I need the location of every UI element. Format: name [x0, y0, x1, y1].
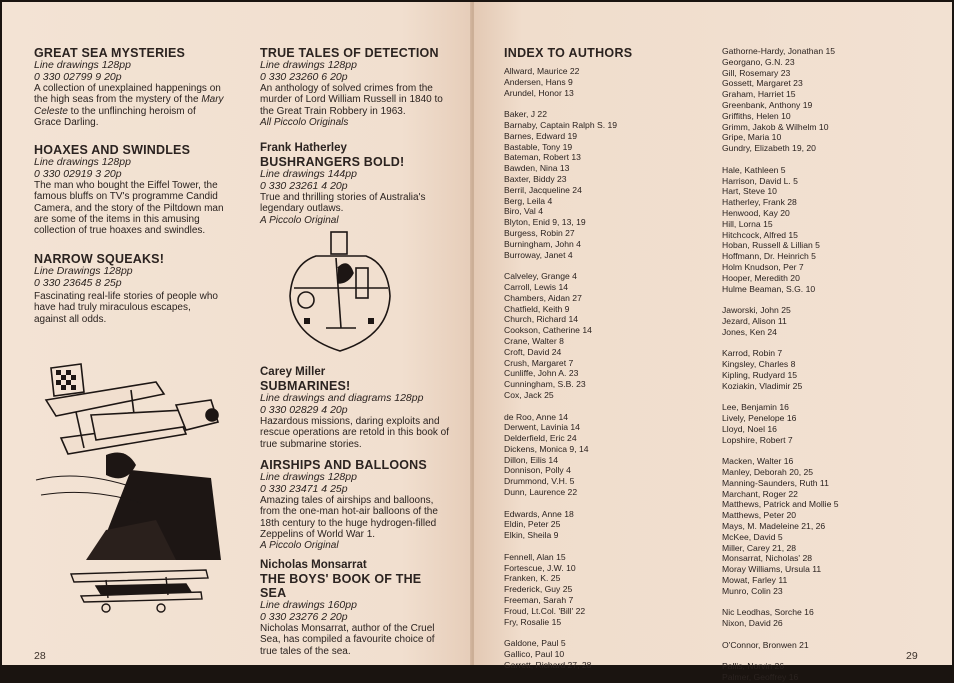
index-entry: Gathorne-Hardy, Jonathan 15 — [722, 46, 836, 56]
index-entry: Marchant, Roger 22 — [722, 488, 798, 499]
index-entry: Gripe, Maria 10 — [722, 132, 782, 143]
index-entry: Barnaby, Captain Ralph S. 19 — [504, 119, 618, 130]
index-entry: Manley, Deborah 20, 25 — [722, 467, 814, 478]
index-entry: Macken, Walter 16 — [722, 456, 794, 467]
index-entry: Cox, Jack 25 — [504, 389, 554, 400]
book-title: GREAT SEA MYSTERIES — [34, 46, 186, 60]
index-entry: Nic Leodhas, Sorche 16 — [722, 607, 814, 618]
book-author: Frank Hatherley — [260, 142, 347, 154]
index-title: INDEX TO AUTHORS — [504, 46, 633, 60]
book-format: Line drawings 128pp — [34, 156, 131, 168]
index-spacer — [504, 401, 714, 412]
index-entry: Gill, Rosemary 23 — [722, 67, 791, 78]
index-entry: Munro, Colin 23 — [722, 585, 783, 596]
book-title: SUBMARINES! — [260, 379, 351, 393]
book-title: HOAXES AND SWINDLES — [34, 143, 191, 157]
index-spacer — [504, 498, 714, 509]
index-spacer — [504, 98, 714, 109]
index-entry: Hulme Beaman, S.G. 10 — [722, 283, 816, 294]
index-entry: Nixon, David 26 — [722, 618, 783, 629]
index-entry: Miller, Carey 21, 28 — [722, 542, 797, 553]
book-isbn-price: 0 330 23260 6 20p — [260, 70, 348, 83]
index-entry: Hitchcock, Alfred 15 — [722, 229, 798, 240]
index-entry: Mays, M. Madeleine 21, 26 — [722, 521, 826, 532]
index-spacer — [504, 627, 714, 638]
book-author: Carey Miller — [260, 366, 326, 378]
book-title: TRUE TALES OF DETECTION — [260, 46, 439, 60]
index-entry: Hart, Steve 10 — [722, 186, 777, 197]
book-author: Nicholas Monsarrat — [260, 559, 367, 571]
index-entry: Cunningham, S.B. 23 — [504, 379, 586, 390]
index-entry: Harrison, David L. 5 — [722, 175, 798, 186]
index-spacer — [722, 338, 944, 349]
book-description: An anthology of solved crimes from the murder of Lord William Russell in 1840 to the Great Train Robbery in 1963. — [260, 83, 443, 117]
index-entry: Cunliffe, John A. 23 — [504, 368, 579, 379]
book-entry — [34, 252, 224, 325]
book-entry — [34, 143, 224, 236]
index-entry: Fortescue, J.W. 10 — [504, 562, 576, 573]
index-spacer — [722, 597, 944, 608]
book-title: NARROW SQUEAKS! — [34, 252, 165, 266]
index-entry: de Roo, Anne 14 — [504, 411, 569, 422]
book-format: Line drawings 128pp — [260, 59, 357, 71]
index-entry: Andersen, Hans 9 — [504, 76, 573, 87]
index-entry: O'Connor, Bronwen 21 — [722, 639, 809, 650]
index-spacer — [722, 629, 944, 640]
index-entry: Burroway, Janet 4 — [504, 249, 573, 260]
index-entry: Elkin, Sheila 9 — [504, 530, 559, 541]
index-entry: Delderfield, Eric 24 — [504, 433, 577, 444]
index-entry: Georgano, G.N. 23 — [722, 56, 795, 67]
book-description: Amazing tales of airships and balloons, from the one-man hot-air balloons of the 18th century to the huge hydrogen-filled Zeppelins of World War 1. — [260, 495, 438, 540]
biplane-illustration — [36, 360, 226, 560]
book-format: Line drawings and diagrams 128pp — [260, 392, 424, 404]
index-entry: Frederick, Guy 25 — [504, 584, 573, 595]
book-entry — [260, 142, 450, 226]
index-entry: Hatherley, Frank 28 — [722, 197, 797, 208]
page-number-left: 28 — [34, 650, 46, 662]
right-page — [474, 2, 952, 683]
book-isbn-price: 0 330 23645 8 25p — [34, 276, 122, 289]
book-isbn-price: 0 330 23276 2 20p — [260, 610, 348, 623]
index-entry: Froud, Lt.Col. 'Bill' 22 — [504, 605, 586, 616]
index-entry: Crush, Margaret 7 — [504, 357, 574, 368]
index-entry: Jaworski, John 25 — [722, 305, 791, 316]
index-entry: Burgess, Robin 27 — [504, 227, 575, 238]
book-description: Fascinating real-life stories of people who have had truly miraculous escapes, against all odds. — [34, 291, 218, 325]
index-entry: Garrett, Richard 27, 28 — [504, 659, 592, 670]
book-format: Line drawings 144pp — [260, 168, 357, 180]
book-entry — [260, 46, 450, 128]
index-entry: Mowat, Farley 11 — [722, 575, 788, 586]
index-entry: Jones, Ken 24 — [722, 326, 777, 337]
book-title: AIRSHIPS AND BALLOONS — [260, 458, 427, 472]
index-spacer — [722, 392, 944, 403]
index-entry: Berg, Leila 4 — [504, 195, 553, 206]
book-entry — [260, 559, 450, 657]
index-entry: Arundel, Honor 13 — [504, 87, 574, 98]
book-tag: All Piccolo Originals — [260, 116, 349, 128]
index-entry: Hill, Lorna 15 — [722, 218, 773, 229]
index-entry: Chatfield, Keith 9 — [504, 303, 570, 314]
index-entry: Lopshire, Robert 7 — [722, 434, 793, 445]
small-biplane-illustration — [66, 562, 216, 617]
index-spacer — [722, 294, 944, 305]
book-entry — [260, 458, 450, 552]
index-entry: Matthews, Patrick and Mollie 5 — [722, 499, 839, 510]
book-isbn-price: 0 330 23261 4 20p — [260, 179, 348, 192]
index-entry: Manning-Saunders, Ruth 11 — [722, 477, 829, 488]
index-entry: Edwards, Anne 18 — [504, 508, 574, 519]
book-title: BUSHRANGERS BOLD! — [260, 155, 405, 169]
book-isbn-price: 0 330 23471 4 25p — [260, 482, 348, 495]
page-number-right: 29 — [906, 650, 918, 662]
index-entry: Moray Williams, Ursula 11 — [722, 564, 822, 575]
book-tag: A Piccolo Original — [260, 214, 339, 226]
index-spacer — [504, 541, 714, 552]
book-isbn-price: 0 330 02829 4 20p — [260, 403, 348, 416]
index-entry: Hoffmann, Dr. Heinrich 5 — [722, 251, 816, 262]
index-entry: McKee, David 5 — [722, 531, 783, 542]
index-entry: Freeman, Sarah 7 — [504, 595, 574, 606]
book-entry — [34, 46, 224, 128]
index-entry: Palmer, Geoffrey 16 — [722, 672, 799, 683]
submarine-diagram — [286, 228, 396, 358]
index-entry: Gossett, Margaret 23 — [722, 78, 803, 89]
index-entry: Croft, David 24 — [504, 346, 562, 357]
index-entry: Barnes, Edward 19 — [504, 130, 578, 141]
book-isbn-price: 0 330 02799 9 20p — [34, 70, 122, 83]
index-entry: Carroll, Lewis 14 — [504, 281, 568, 292]
index-entry: Derwent, Lavinia 14 — [504, 422, 580, 433]
index-entry: Galdone, Paul 5 — [504, 638, 566, 649]
index-entry: Dillon, Eilis 14 — [504, 454, 558, 465]
book-tag: A Piccolo Original — [260, 540, 339, 552]
index-spacer — [722, 154, 944, 165]
index-entry: Kipling, Rudyard 15 — [722, 369, 798, 380]
index-entry: Hale, Kathleen 5 — [722, 164, 786, 175]
index-entry: Bastable, Tony 19 — [504, 141, 573, 152]
index-entry: Dunn, Laurence 22 — [504, 487, 578, 498]
index-spacer — [722, 445, 944, 456]
index-entry: Cookson, Catherine 14 — [504, 325, 592, 336]
book-description: The man who bought the Eiffel Tower, the famous bluffs on TV's programme Candid Camera, and the story of the Piltdown man are some of the items in this amusing collection of true hoaxes and swindles. — [34, 180, 224, 237]
index-entry: Griffiths, Helen 10 — [722, 110, 791, 121]
index-entry: Bawden, Nina 13 — [504, 163, 570, 174]
index-entry: Karrod, Robin 7 — [722, 348, 783, 359]
index-entry: Bateman, Robert 13 — [504, 152, 581, 163]
book-description: Hazardous missions, daring exploits and rescue operations are retold in this book of true submarine stories. — [260, 416, 449, 450]
index-entry: Baker, J 22 — [504, 109, 547, 120]
index-entry: Lloyd, Noel 16 — [722, 423, 777, 434]
left-page — [2, 2, 472, 665]
book-entry — [260, 366, 460, 450]
index-entry: Lively, Penelope 16 — [722, 413, 797, 424]
index-entry: Gundry, Elizabeth 19, 20 — [722, 143, 816, 154]
index-entry: Koziakin, Vladimir 25 — [722, 380, 803, 391]
book-title: THE BOYS' BOOK OF THE SEA — [260, 572, 422, 600]
index-entry: Holm Knudson, Per 7 — [722, 261, 804, 272]
index-entry: Hooper, Meredith 20 — [722, 272, 800, 283]
index-entry: Berril, Jacqueline 24 — [504, 184, 582, 195]
book-format: Line drawings 128pp — [34, 59, 131, 71]
index-entry: Fry, Rosalie 15 — [504, 616, 562, 627]
book-format: Line Drawings 128pp — [34, 265, 133, 277]
index-entry: Gallico, Paul 10 — [504, 649, 565, 660]
book-format: Line drawings 160pp — [260, 599, 357, 611]
index-entry: Church, Richard 14 — [504, 314, 579, 325]
index-spacer — [504, 260, 714, 271]
index-column-2 — [722, 46, 944, 683]
index-entry: Drummond, V.H. 5 — [504, 476, 575, 487]
book-description: A collection of unexplained happenings on the high seas from the mystery of the Mary Celeste to the unflinching heroism of Grace Darling. — [34, 83, 224, 128]
index-entry: Donnison, Polly 4 — [504, 465, 571, 476]
index-entry: Blyton, Enid 9, 13, 19 — [504, 217, 586, 228]
index-entry: Chambers, Aidan 27 — [504, 292, 582, 303]
book-spread — [2, 2, 952, 683]
index-entry: Dickens, Monica 9, 14 — [504, 443, 589, 454]
index-entry: Monsarrat, Nicholas' 28 — [722, 553, 813, 564]
index-entry: Graham, Harriet 15 — [722, 89, 796, 100]
index-entry: Matthews, Peter 20 — [722, 510, 797, 521]
index-entry: Allward, Maurice 22 — [504, 66, 580, 76]
book-format: Line drawings 128pp — [260, 471, 357, 483]
index-entry: Henwood, Kay 20 — [722, 207, 790, 218]
index-entry: Kingsley, Charles 8 — [722, 359, 796, 370]
index-entry: Lee, Benjamin 16 — [722, 402, 789, 413]
book-description: True and thrilling stories of Australia's legendary outlaws. — [260, 192, 426, 215]
index-entry: Eldin, Peter 25 — [504, 519, 561, 530]
index-entry: Baxter, Biddy 23 — [504, 173, 567, 184]
index-entry: Franken, K. 25 — [504, 573, 561, 584]
book-isbn-price: 0 330 02919 3 20p — [34, 167, 122, 180]
index-entry: Fennell, Alan 15 — [504, 551, 566, 562]
index-entry: Hoban, Russell & Lillian 5 — [722, 240, 820, 251]
index-column-1 — [504, 66, 714, 671]
index-entry: Calveley, Grange 4 — [504, 271, 577, 282]
index-entry: Jezard, Alison 11 — [722, 315, 787, 326]
index-entry: Burningham, John 4 — [504, 238, 581, 249]
index-entry: Crane, Walter 8 — [504, 335, 564, 346]
index-entry: Greenbank, Anthony 19 — [722, 99, 813, 110]
book-description: Nicholas Monsarrat, author of the Cruel Sea, has compiled a favourite choice of true tales of the sea. — [260, 623, 435, 657]
index-entry: Grimm, Jakob & Wilhelm 10 — [722, 121, 829, 132]
index-entry: Pallis, Norvin 26 — [722, 661, 785, 672]
index-entry: Biro, Val 4 — [504, 206, 544, 217]
